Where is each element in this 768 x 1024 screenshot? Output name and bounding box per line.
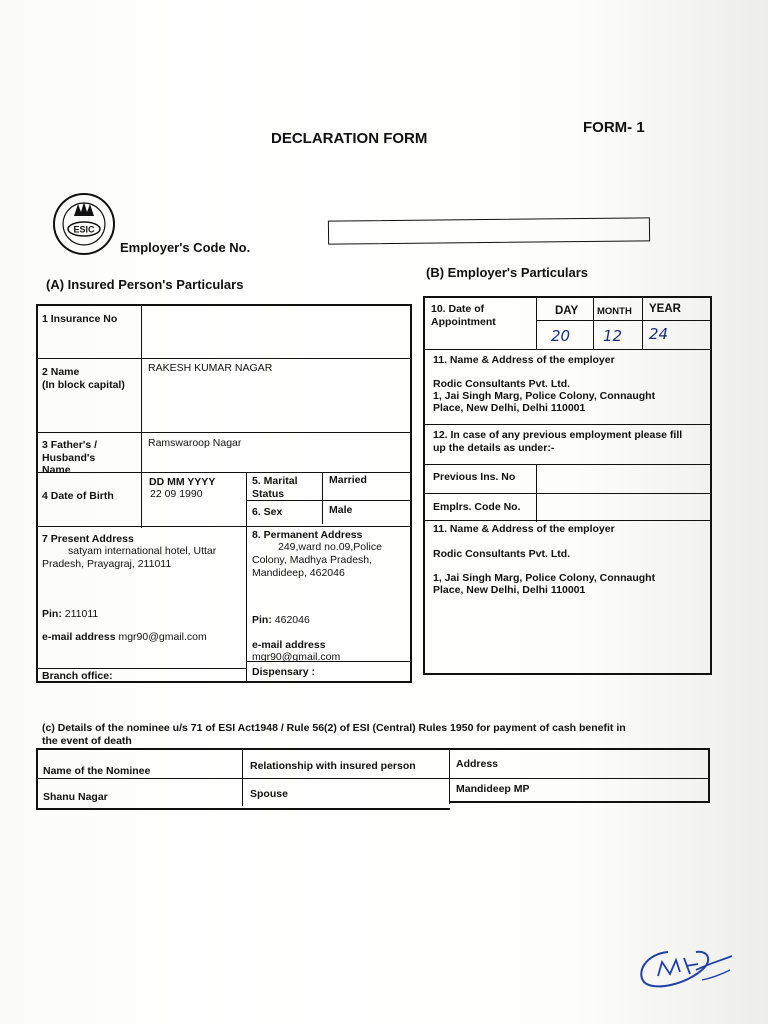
- name-label: 2 Name (In block capital): [42, 366, 125, 391]
- insured-person-table: [36, 304, 412, 684]
- appointment-date-label: 10. Date of Appointment: [431, 303, 496, 328]
- permanent-email-label: e-mail address: [252, 639, 326, 651]
- employer-address-line1: 1, Jai Singh Marg, Police Colony, Connaught: [433, 390, 656, 402]
- employer-code-input[interactable]: [328, 217, 650, 244]
- appointment-year: 24: [649, 325, 669, 343]
- day-header: DAY: [555, 305, 579, 317]
- employer-address-line2: Place, New Delhi, Delhi 110001: [433, 402, 586, 414]
- permanent-pin: Pin: 462046: [252, 614, 310, 626]
- marital-status-value: Married: [329, 474, 367, 486]
- present-pin: Pin: 211011: [42, 608, 99, 620]
- dob-label: 4 Date of Birth: [42, 490, 114, 502]
- present-email: e-mail address mgr90@gmail.com: [42, 631, 207, 643]
- marital-status-label: 5. Marital Status: [252, 475, 298, 500]
- form-number: FORM- 1: [583, 119, 645, 136]
- appointment-day: 20: [551, 327, 571, 345]
- dob-format-header: DD MM YYYY: [149, 476, 216, 488]
- previous-employer-name: Rodic Consultants Pvt. Ltd.: [433, 548, 571, 560]
- employer-code-label: Employer's Code No.: [120, 240, 251, 255]
- previous-employer-address-line2: Place, New Delhi, Delhi 110001: [433, 584, 586, 596]
- present-address-label: 7 Present Address: [42, 533, 134, 545]
- relationship-header: Relationship with insured person: [250, 760, 416, 772]
- present-address-line2: Pradesh, Prayagraj, 211011: [42, 558, 172, 570]
- previous-employer-address-label: 11. Name & Address of the employer: [433, 523, 615, 535]
- section-a-heading: (A) Insured Person's Particulars: [46, 277, 244, 292]
- previous-ins-label: Previous Ins. No: [433, 471, 516, 483]
- esic-seal-icon: [52, 192, 116, 256]
- permanent-address-line2: Colony, Madhya Pradesh,: [252, 554, 373, 566]
- permanent-address-line1: 249,ward no.09,Police: [278, 541, 382, 553]
- signature-scribble-icon: [632, 940, 736, 992]
- employer-address-label: 11. Name & Address of the employer: [433, 354, 615, 366]
- name-value: RAKESH KUMAR NAGAR: [148, 362, 273, 374]
- month-header: MONTH: [597, 306, 632, 317]
- relationship-value: Spouse: [250, 788, 288, 800]
- nominee-table: [36, 748, 710, 810]
- present-address-line1: satyam international hotel, Uttar: [68, 545, 217, 557]
- insurance-no-label: 1 Insurance No: [42, 313, 118, 325]
- insurance-no-field[interactable]: [148, 313, 403, 349]
- previous-employment-label: 12. In case of any previous employment please fill up the details as under:-: [433, 429, 683, 454]
- form-title: DECLARATION FORM: [271, 130, 428, 147]
- appointment-month: 12: [603, 327, 623, 345]
- previous-ins-field[interactable]: [543, 471, 703, 487]
- father-name-label: 3 Father's / Husband's Name: [42, 439, 98, 477]
- section-b-heading: (B) Employer's Particulars: [426, 265, 589, 280]
- nominee-name-header: Name of the Nominee: [43, 765, 151, 777]
- esic-logo: [52, 192, 116, 256]
- father-name-value: Ramswaroop Nagar: [148, 437, 242, 449]
- nominee-name-value: Shanu Nagar: [43, 791, 108, 803]
- permanent-email-value: mgr90@gmail.com: [252, 651, 341, 663]
- sex-value: Male: [329, 504, 353, 516]
- nominee-section-heading: (c) Details of the nominee u/s 71 of ESI Act1948 / Rule 56(2) of ESI (Central) Rules 1950 for payment of cash benefit in the event of death: [42, 722, 626, 747]
- address-header: Address: [456, 758, 499, 770]
- branch-office-label: Branch office:: [42, 670, 113, 682]
- dob-value: 22 09 1990: [150, 488, 203, 500]
- sex-label: 6. Sex: [252, 506, 283, 518]
- logo-text: ESIC: [73, 224, 95, 235]
- employer-name: Rodic Consultants Pvt. Ltd.: [433, 378, 571, 390]
- signature: [632, 940, 736, 992]
- year-header: YEAR: [649, 303, 681, 315]
- previous-employer-code-field[interactable]: [543, 501, 703, 517]
- permanent-address-label: 8. Permanent Address: [252, 529, 363, 541]
- nominee-address-value: Mandideep MP: [456, 783, 530, 795]
- employer-table: [423, 296, 712, 676]
- dispensary-label: Dispensary :: [252, 666, 316, 678]
- permanent-address-line3: Mandideep, 462046: [252, 567, 345, 579]
- previous-employer-address-line1: 1, Jai Singh Marg, Police Colony, Connaught: [433, 572, 656, 584]
- previous-employer-code-label: Emplrs. Code No.: [433, 501, 521, 513]
